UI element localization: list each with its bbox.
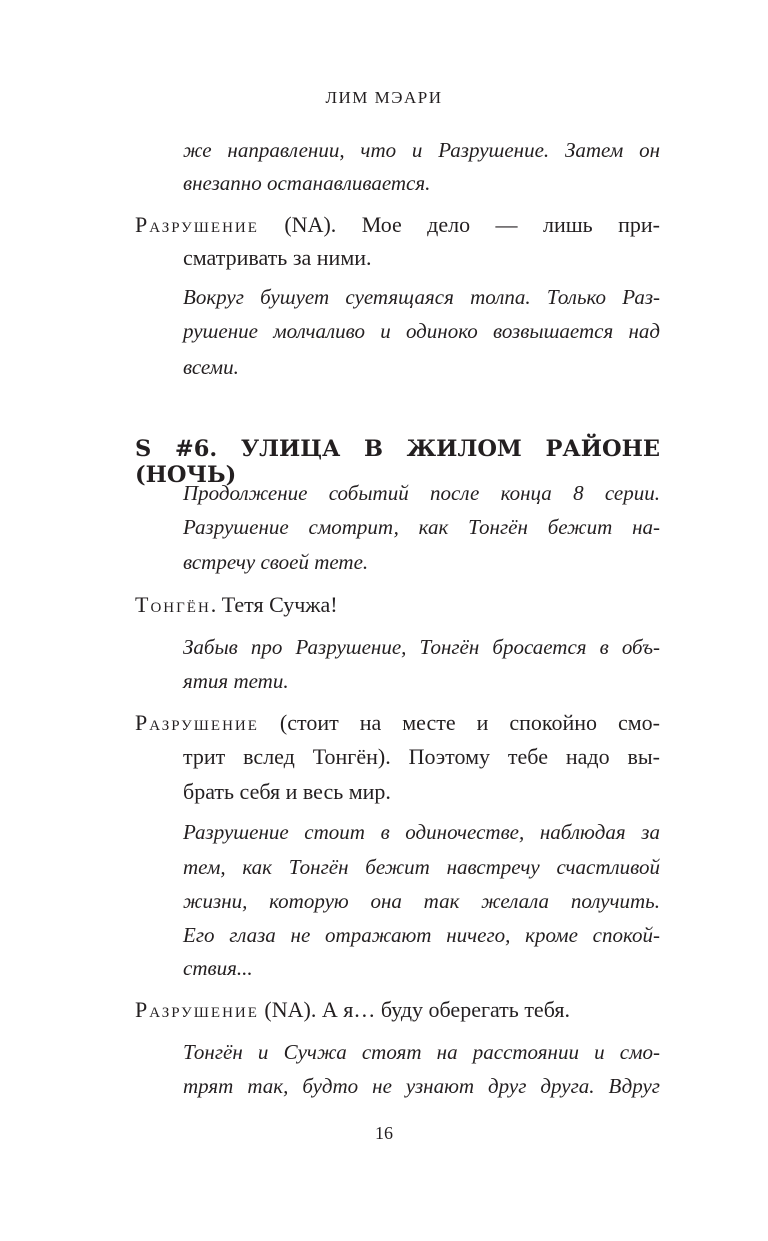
dialogue-line bbox=[135, 993, 660, 1027]
stage-direction-line: внезапно останавливается. bbox=[183, 171, 431, 195]
stage-direction-line: рушение молчаливо и одиноко возвышается над bbox=[183, 319, 660, 343]
dialogue-text: (NA). А я… буду оберегать тебя. bbox=[258, 997, 570, 1022]
stage-direction-line: Вокруг бушует суетящаяся толпа. Только Раз- bbox=[183, 285, 660, 309]
scene-heading: S #6. УЛИЦА В ЖИЛОМ РАЙОНЕ (НОЧЬ) bbox=[135, 436, 660, 488]
stage-direction-line: же направлении, что и Разрушение. Затем он bbox=[183, 138, 660, 162]
stage-direction-line: тем, как Тонгён бежит навстречу счастливой bbox=[183, 855, 660, 879]
speaker-name: Разрушение bbox=[135, 997, 259, 1022]
stage-direction-line: Его глаза не отражают ничего, кроме спокой- bbox=[183, 923, 660, 947]
stage-direction-line: всеми. bbox=[183, 355, 239, 379]
page-number: 16 bbox=[375, 1123, 393, 1143]
dialogue-line: трит вслед Тонгён). Поэтому тебе надо вы- bbox=[183, 744, 660, 769]
stage-direction-line: Тонгён и Сучжа стоят на расстоянии и смо- bbox=[183, 1040, 660, 1064]
stage-direction-line: ствия... bbox=[183, 956, 253, 980]
dialogue-line: брать себя и весь мир. bbox=[183, 779, 391, 804]
speaker-name: Разрушение bbox=[135, 710, 259, 735]
stage-direction-line: Разрушение смотрит, как Тонгён бежит на- bbox=[183, 515, 660, 539]
stage-direction-line: ятия тети. bbox=[183, 669, 289, 693]
stage-direction-line: Забыв про Разрушение, Тонгён бросается в объ- bbox=[183, 635, 660, 659]
dialogue-line bbox=[135, 208, 660, 242]
dialogue-text: . Тетя Сучжа! bbox=[210, 592, 338, 617]
speaker-name: Разрушение bbox=[135, 212, 259, 237]
dialogue-line bbox=[135, 588, 660, 622]
stage-direction-line: встречу своей тете. bbox=[183, 550, 369, 574]
dialogue-line: сматривать за ними. bbox=[183, 245, 372, 270]
dialogue-text: (стоит на месте и спокойно смо- bbox=[258, 710, 660, 735]
stage-direction-line: Разрушение стоит в одиночестве, наблюдая за bbox=[183, 820, 660, 844]
dialogue-text: (NA). Мое дело — лишь при- bbox=[258, 212, 660, 237]
dialogue-line bbox=[135, 706, 660, 740]
speaker-name: Тонгён bbox=[135, 592, 211, 617]
running-header: ЛИМ МЭАРИ bbox=[325, 88, 443, 107]
stage-direction-line: Продолжение событий после конца 8 серии. bbox=[183, 481, 660, 505]
stage-direction-line: жизни, которую она так желала получить. bbox=[183, 889, 660, 913]
stage-direction-line: трят так, будто не узнают друг друга. Вдруг bbox=[183, 1074, 660, 1098]
